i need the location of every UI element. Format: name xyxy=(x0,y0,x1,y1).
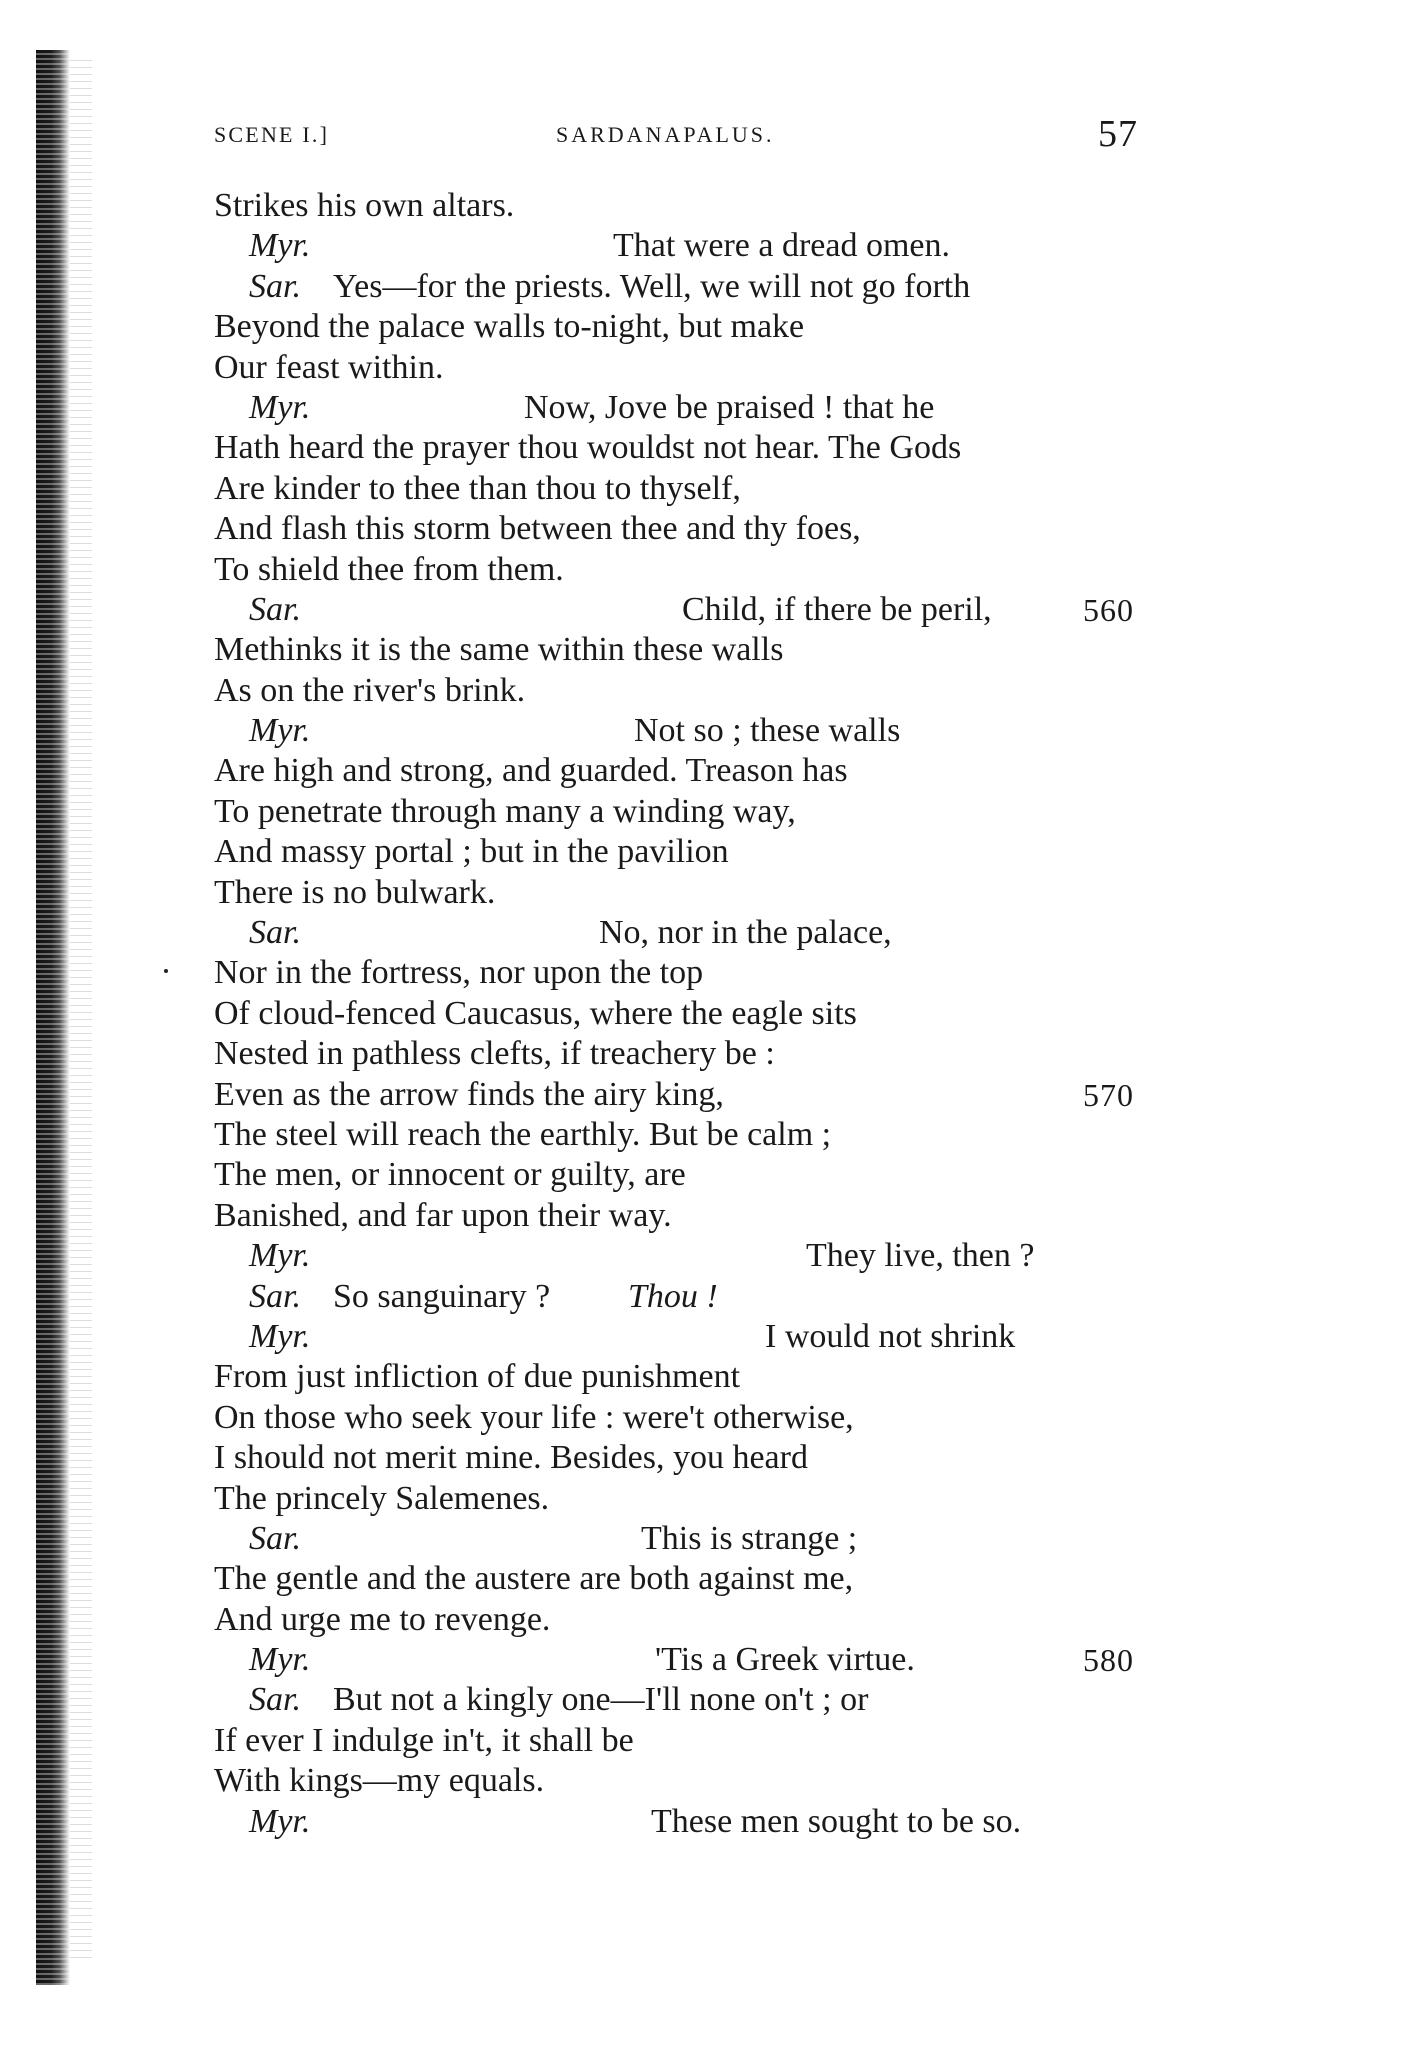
line-text: Hath heard the prayer thou wouldst not hear. The Gods xyxy=(214,429,962,467)
line-text: Methinks it is the same within these walls xyxy=(214,631,784,669)
verse-line xyxy=(0,348,1404,388)
speaker-label: Sar. xyxy=(249,267,301,305)
speaker-label: Sar. xyxy=(249,1519,301,1557)
verse-line xyxy=(0,873,1404,913)
speaker-label: Myr. xyxy=(249,1802,311,1840)
verse-line xyxy=(0,1438,1404,1478)
line-text: The steel will reach the earthly. But be calm ; xyxy=(214,1115,832,1153)
verse-line xyxy=(0,550,1404,590)
verse-line xyxy=(0,671,1404,711)
line-text: Nor in the fortress, nor upon the top xyxy=(214,954,704,992)
line-text: To penetrate through many a winding way, xyxy=(214,792,796,830)
line-number: 570 xyxy=(1083,1076,1134,1113)
line-text: Strikes his own altars. xyxy=(214,187,515,224)
verse-line xyxy=(0,1640,1404,1680)
line-text: And urge me to revenge. xyxy=(214,1600,551,1638)
verse-line xyxy=(0,711,1404,751)
verse-line xyxy=(0,469,1404,509)
verse-line xyxy=(0,307,1404,347)
verse-line xyxy=(0,267,1404,307)
line-text: Beyond the palace walls to-night, but make xyxy=(214,308,805,346)
verse-line xyxy=(0,1680,1404,1720)
line-text: The gentle and the austere are both against me, xyxy=(214,1560,854,1598)
line-text: I would not shrink xyxy=(765,1317,1016,1355)
speaker-label: Sar. xyxy=(249,1277,301,1315)
verse-line xyxy=(0,388,1404,428)
line-text: From just infliction of due punishment xyxy=(214,1358,741,1396)
verse-line xyxy=(0,1802,1404,1842)
line-text: Banished, and far upon their way. xyxy=(214,1196,672,1234)
verse-line xyxy=(0,186,1404,226)
verse-line xyxy=(0,428,1404,468)
verse-line xyxy=(0,1398,1404,1438)
verse-line xyxy=(0,630,1404,670)
line-text: Of cloud-fenced Caucasus, where the eagle sits xyxy=(214,994,857,1032)
verse-line xyxy=(0,1115,1404,1155)
verse-line xyxy=(0,953,1404,993)
line-text: I should not merit mine. Besides, you heard xyxy=(214,1439,808,1477)
scene-label: SCENE I.] xyxy=(214,122,330,147)
line-number: 580 xyxy=(1083,1642,1134,1679)
verse-line xyxy=(0,509,1404,549)
verse-line xyxy=(0,1479,1404,1519)
verse-line xyxy=(0,1034,1404,1074)
verse-line xyxy=(0,1196,1404,1236)
line-text: This is strange ; xyxy=(641,1519,858,1557)
verse-line xyxy=(0,590,1404,630)
running-header xyxy=(0,112,1404,162)
speaker-label: Myr. xyxy=(249,1317,311,1355)
verse-line xyxy=(0,832,1404,872)
page-number: 57 xyxy=(1098,113,1138,155)
line-text: With kings—my equals. xyxy=(214,1762,545,1800)
speaker-label: Sar. xyxy=(249,914,301,952)
line-text: There is no bulwark. xyxy=(214,873,496,911)
verse-line xyxy=(0,1559,1404,1599)
speaker-label: Myr. xyxy=(249,712,311,750)
line-text: If ever I indulge in't, it shall be xyxy=(214,1721,634,1759)
line-text: So sanguinary ? xyxy=(333,1277,551,1315)
verse-line xyxy=(0,792,1404,832)
line-text: To shield thee from them. xyxy=(214,550,564,588)
verse-line xyxy=(0,1075,1404,1115)
line-text: And massy portal ; but in the pavilion xyxy=(214,833,729,871)
line-text: Yes—for the priests. Well, we will not go forth xyxy=(333,267,971,305)
line-text: Now, Jove be praised ! that he xyxy=(524,388,935,426)
verse-line xyxy=(0,226,1404,266)
verse-line xyxy=(0,1761,1404,1801)
verse-line xyxy=(0,1357,1404,1397)
line-text: The men, or innocent or guilty, are xyxy=(214,1156,686,1194)
line-text: Even as the arrow finds the airy king, xyxy=(214,1075,724,1113)
line-text: Are kinder to thee than thou to thyself, xyxy=(214,469,741,507)
verse-line xyxy=(0,1721,1404,1761)
speaker-label: Myr. xyxy=(249,388,311,426)
line-text: Our feast within. xyxy=(214,348,444,386)
line-text: Nested in pathless clefts, if treachery be : xyxy=(214,1035,775,1073)
line-text: Not so ; these walls xyxy=(634,712,901,750)
emphasis-text: Thou ! xyxy=(628,1277,718,1315)
verse-line xyxy=(0,1155,1404,1195)
verse-line xyxy=(0,1236,1404,1276)
speaker-label: Sar. xyxy=(249,1681,301,1719)
verse-line xyxy=(0,1277,1404,1317)
verse-line xyxy=(0,1600,1404,1640)
line-text: 'Tis a Greek virtue. xyxy=(655,1641,915,1679)
speaker-label: Myr. xyxy=(249,1641,311,1679)
speaker-label: Sar. xyxy=(249,590,301,628)
line-text: On those who seek your life : were't otherwise, xyxy=(214,1398,854,1436)
line-text: They live, then ? xyxy=(806,1237,1035,1275)
verse-line xyxy=(0,913,1404,953)
line-text: And flash this storm between thee and thy foes, xyxy=(214,510,861,548)
verse-line xyxy=(0,994,1404,1034)
verse-text xyxy=(0,186,1404,1842)
running-title: SARDANAPALUS. xyxy=(556,122,775,147)
line-text: These men sought to be so. xyxy=(651,1802,1022,1840)
verse-line xyxy=(0,751,1404,791)
line-text: Child, if there be peril, xyxy=(682,590,992,628)
verse-line xyxy=(0,1519,1404,1559)
speaker-label: Myr. xyxy=(249,227,311,265)
line-text: That were a dread omen. xyxy=(613,227,950,265)
line-text: As on the river's brink. xyxy=(214,671,526,709)
speaker-label: Myr. xyxy=(249,1237,311,1275)
line-text: Are high and strong, and guarded. Treason has xyxy=(214,752,848,790)
line-text: But not a kingly one—I'll none on't ; or xyxy=(333,1681,869,1719)
line-text: The princely Salemenes. xyxy=(214,1479,550,1517)
verse-line xyxy=(0,1317,1404,1357)
line-number: 560 xyxy=(1083,591,1134,628)
line-text: No, nor in the palace, xyxy=(599,914,892,952)
